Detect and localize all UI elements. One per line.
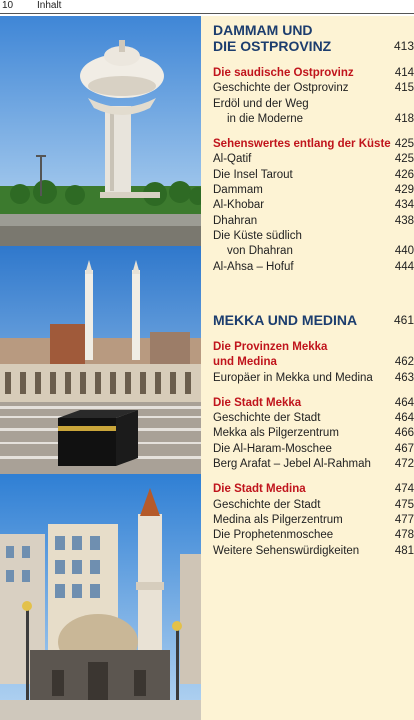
section-title: Inhalt (37, 0, 62, 11)
toc-entry[interactable] (213, 457, 414, 472)
page-header (0, 0, 414, 14)
toc-entry[interactable] (213, 112, 414, 127)
toc-entry-page: 478 (394, 529, 414, 542)
toc-entry-text: Die Provinzen Mekka (213, 341, 328, 353)
toc-entry-page: 425 (394, 153, 414, 166)
toc-entry[interactable] (213, 498, 414, 513)
chapter-dammam (213, 22, 414, 275)
photo-column (0, 16, 201, 720)
toc-entry[interactable] (213, 198, 414, 213)
toc-entry-text: Die Stadt Mekka (213, 396, 302, 409)
toc-entry-text: Die Insel Tarout (213, 168, 293, 181)
toc-subheading[interactable] (213, 137, 414, 152)
toc-entry-text: Mekka als Pilgerzentrum (213, 427, 339, 440)
toc-entry-text: Die Küste südlich (213, 229, 302, 242)
toc-entry-page: 474 (394, 483, 414, 496)
toc-entry-text: Europäer in Mekka und Medina (213, 371, 373, 384)
toc-entry-text: Weitere Sehenswürdigkeiten (213, 544, 360, 557)
toc-entry-text: Dhahran (213, 214, 258, 227)
toc-subheading[interactable] (213, 66, 414, 81)
toc-entry-page: 438 (394, 214, 414, 227)
toc-entry-text: Geschichte der Stadt (213, 498, 321, 511)
toc-entry[interactable] (213, 442, 414, 457)
toc-entry[interactable] (213, 168, 414, 183)
toc-entry-page: 467 (394, 442, 414, 455)
toc-entry-page: 414 (394, 67, 414, 79)
toc-entry[interactable] (213, 411, 414, 426)
toc-entry-page: 462 (394, 356, 414, 369)
toc-subheading[interactable] (213, 482, 414, 497)
toc-entry-text: Al-Qatif (213, 153, 252, 166)
toc-entry-page: 425 (394, 138, 414, 151)
chapter-title[interactable]: DAMMAM UND DIE OSTPROVINZ 413 (213, 22, 414, 54)
header-rule (0, 13, 414, 14)
toc-entry-text: Berg Arafat – Jebel Al-Rahmah (213, 458, 371, 471)
toc-entry-page: 464 (394, 396, 414, 409)
toc-entry[interactable] (213, 426, 414, 441)
toc-subheading[interactable] (213, 396, 414, 411)
toc-entry-page: 434 (394, 199, 414, 212)
photo-medina-mosque (0, 474, 201, 720)
toc-subheading[interactable] (213, 355, 414, 370)
toc-entry-page: 415 (394, 82, 414, 95)
toc-entry-text: Geschichte der Stadt (213, 412, 321, 425)
chapter-title[interactable]: MEKKA UND MEDINA 461 (213, 312, 414, 328)
toc-entry-page: 463 (394, 371, 414, 384)
toc-entry-text: Medina als Pilgerzentrum (213, 513, 343, 526)
toc-entry-text: Al-Ahsa – Hofuf (213, 260, 294, 273)
toc-entry[interactable] (213, 152, 414, 167)
page-number: 10 (2, 0, 14, 11)
photo-water-tower (0, 16, 201, 246)
toc-entry-page: 429 (394, 184, 414, 197)
toc-entry[interactable] (213, 214, 414, 229)
toc-entry-text: Erdöl und der Weg (213, 97, 309, 110)
toc-entry[interactable] (213, 513, 414, 528)
toc-entry-page: 464 (394, 412, 414, 425)
toc-entry-text: Die Al-Haram-Moschee (213, 442, 332, 455)
toc-entry-page: 444 (394, 260, 414, 273)
toc-entry[interactable] (213, 260, 414, 275)
toc-subheading[interactable] (213, 340, 414, 355)
toc-entry-text: Geschichte der Ostprovinz (213, 82, 349, 95)
toc-entry[interactable] (213, 371, 414, 386)
toc-entry[interactable] (213, 183, 414, 198)
toc-entry-page: 440 (394, 245, 414, 258)
toc-entry[interactable] (213, 528, 414, 543)
toc-entry[interactable] (213, 97, 414, 112)
toc-entry-text: Dammam (213, 184, 263, 197)
toc-entry-text: von Dhahran (227, 245, 293, 258)
toc-entry-text: Al-Khobar (213, 199, 265, 212)
toc-entry-text: und Medina (213, 356, 277, 369)
chapter-mekka (213, 312, 414, 559)
toc-entry-page: 481 (394, 544, 414, 557)
toc-entry-page: 466 (394, 427, 414, 440)
toc-entry-page: 475 (394, 498, 414, 511)
toc-entry-text: Die saudische Ostprovinz (213, 67, 354, 79)
toc-entry-text: Die Prophetenmoschee (213, 529, 334, 542)
chapter-page: 461 (393, 313, 414, 327)
toc-entry[interactable] (213, 81, 414, 96)
toc-entry-page: 426 (394, 168, 414, 181)
toc-entry-page: 477 (394, 513, 414, 526)
toc-entry[interactable] (213, 229, 414, 244)
toc-entry-text: Die Stadt Medina (213, 483, 306, 496)
chapter-page: 413 (393, 39, 414, 53)
table-of-contents (201, 16, 414, 720)
toc-entry-page: 472 (394, 458, 414, 471)
photo-kaaba (0, 246, 201, 474)
toc-entry-text: in die Moderne (227, 112, 304, 125)
toc-entry-page: 418 (394, 112, 414, 125)
toc-entry[interactable] (213, 244, 414, 259)
toc-entry-text: Sehenswertes entlang der Küste (213, 138, 391, 151)
toc-entry[interactable] (213, 544, 414, 559)
